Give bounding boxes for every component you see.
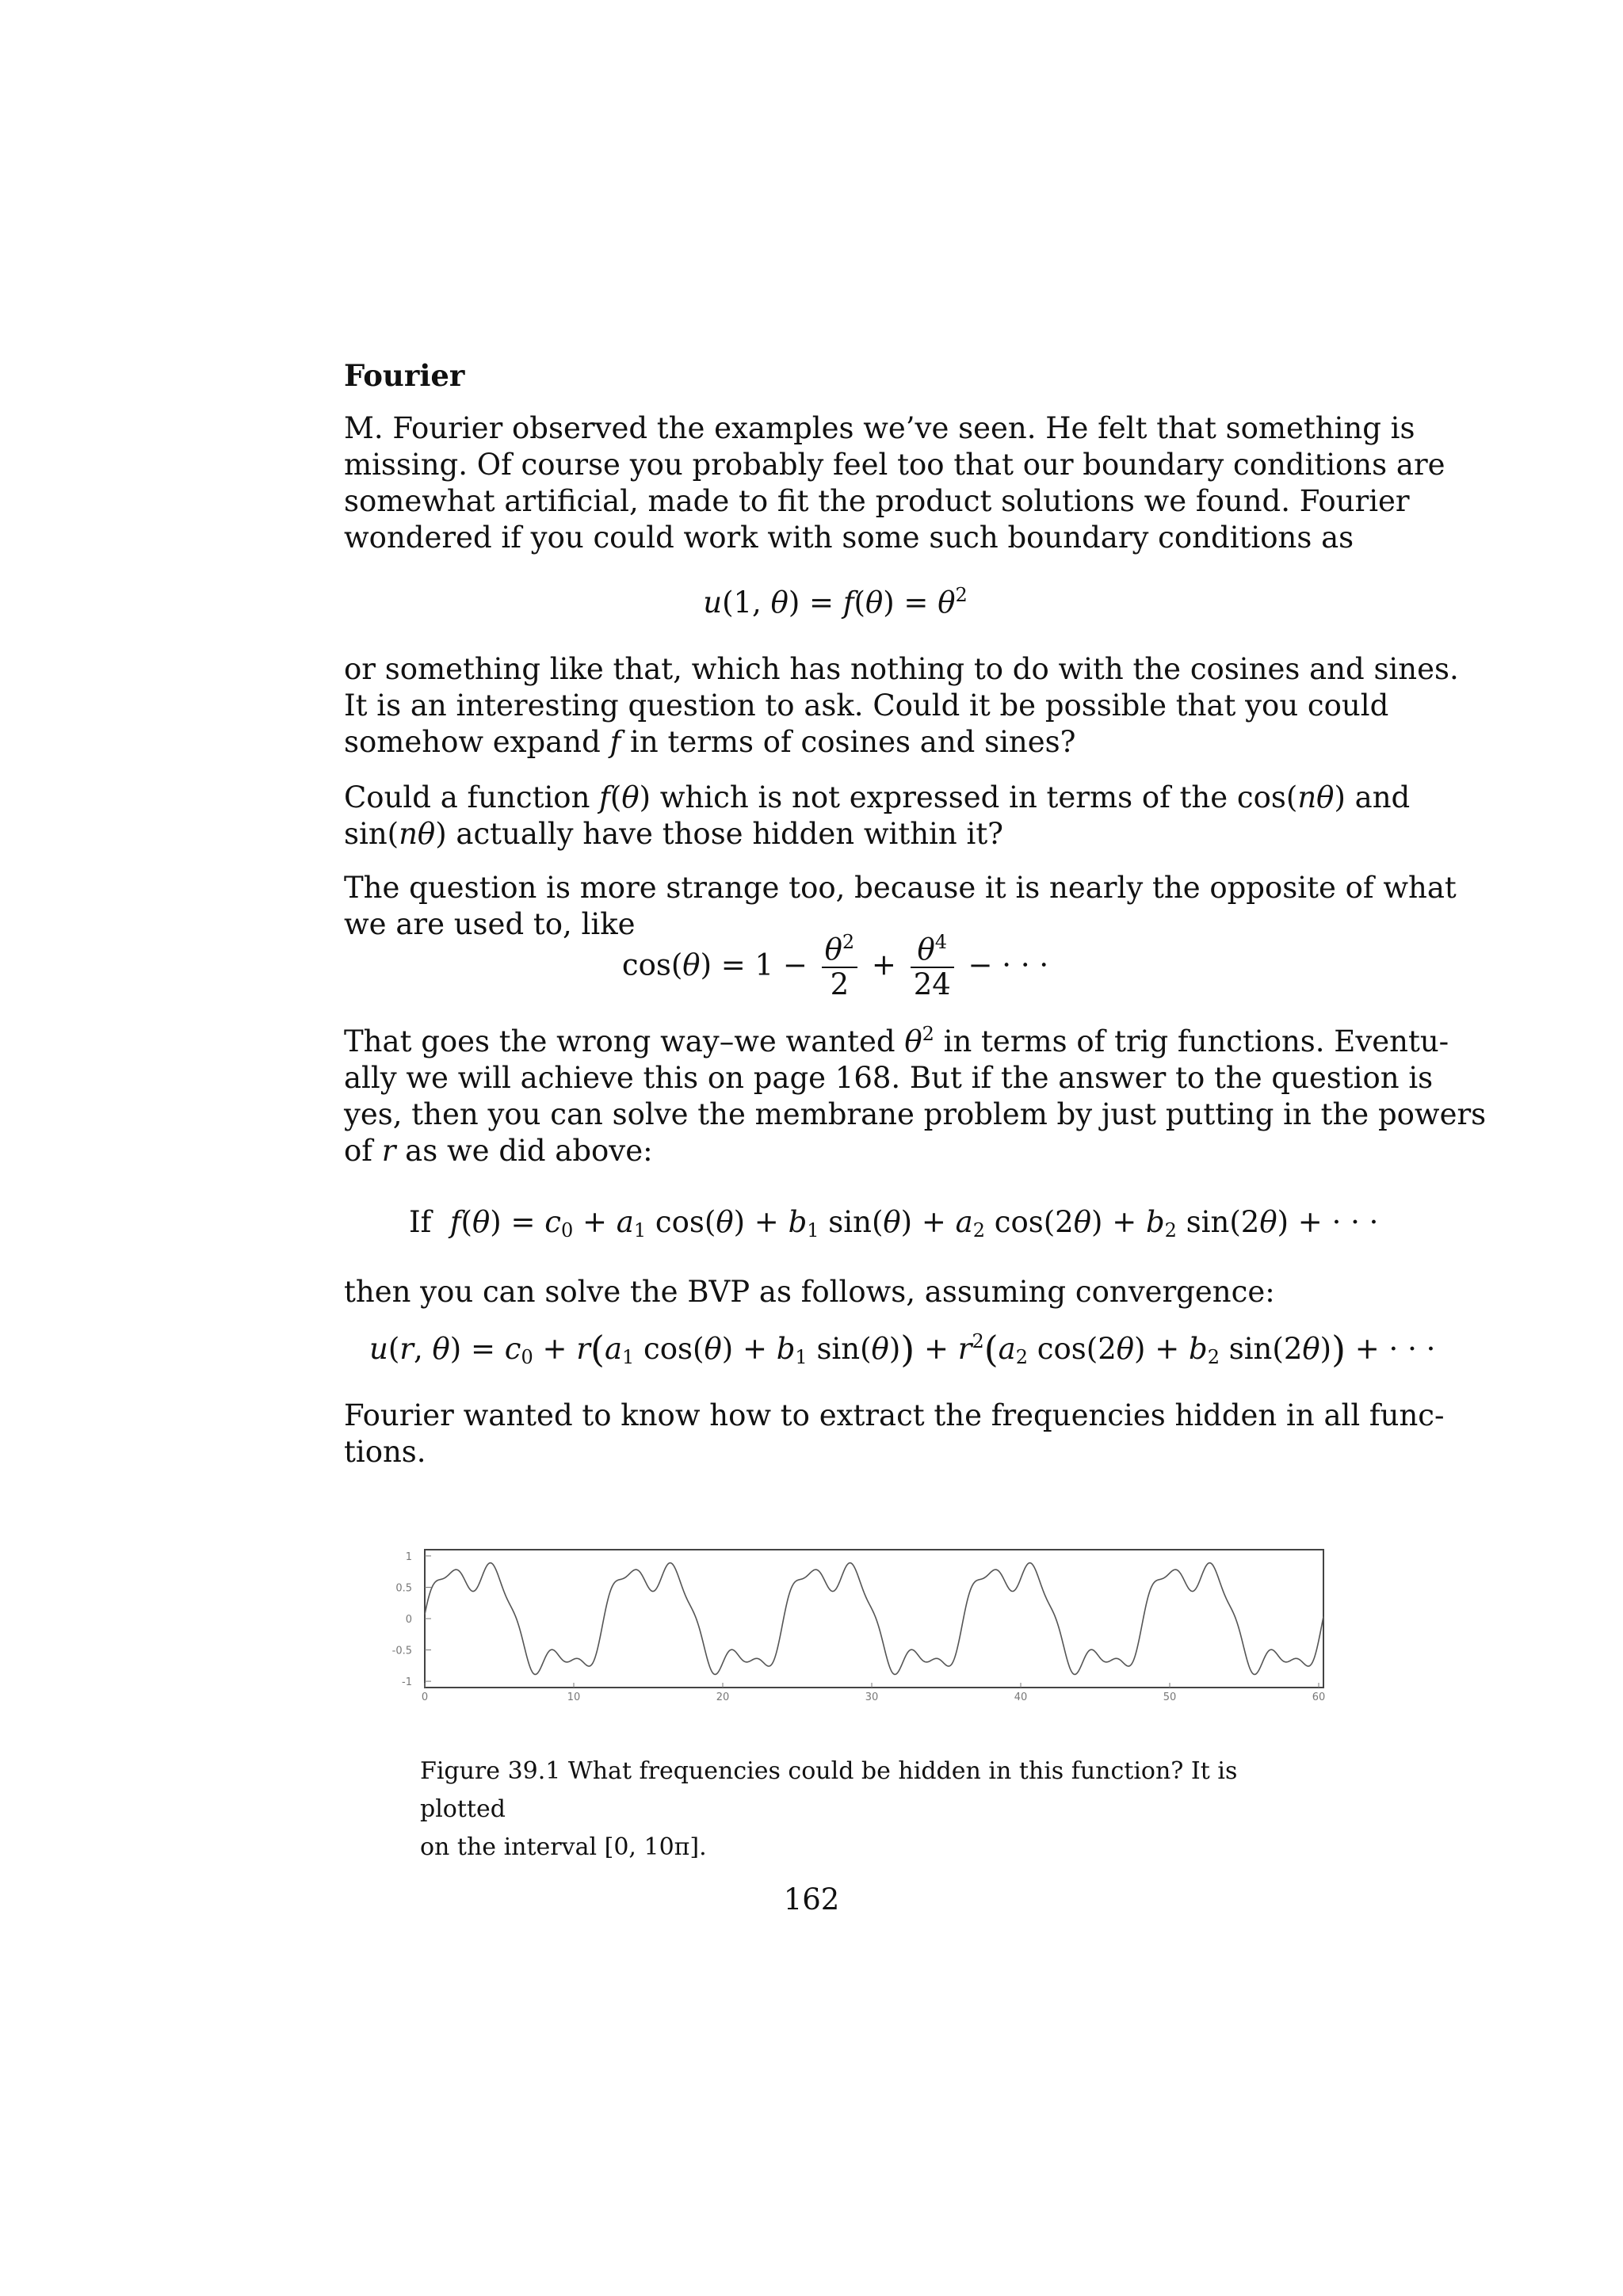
x-tick-label: 30 [865, 1691, 879, 1703]
plot-ticks [392, 1551, 1326, 1703]
figure-caption [420, 1753, 1308, 1867]
y-tick-label: 0.5 [395, 1582, 412, 1595]
text-line: It is an interesting question to ask. Could it be possible that you could [344, 688, 1389, 723]
paragraph-7 [344, 1398, 1445, 1470]
x-tick-label: 0 [421, 1691, 429, 1703]
y-tick-label: 0 [405, 1614, 412, 1626]
plot-lines [425, 1563, 1323, 1675]
text-line: somehow expand f in terms of cosines and sines? [344, 725, 1076, 759]
caption-line: Figure 39.1 What frequencies could be hidden in this function? It is plotted [420, 1757, 1238, 1823]
text-line: sin(nθ) actually have those hidden within it? [344, 817, 1004, 851]
text-line: missing. Of course you probably feel too that our boundary conditions are [344, 448, 1445, 482]
text-line: That goes the wrong way–we wanted $\theta^2$ in terms of trig functions. Eventu- [344, 1023, 1449, 1058]
text-line: we are used to, like [344, 907, 636, 941]
paragraph-1 [344, 410, 1445, 556]
equation-cosine-series: cos(θ) = 1 − $\frac{\theta^2}{2}$ + $\frac{\theta^4}{24}$ − · · · [621, 931, 1049, 1001]
y-tick-label: -0.5 [391, 1645, 412, 1657]
plot-frame [425, 1550, 1323, 1688]
text-line: wondered if you could work with some such boundary conditions as [344, 521, 1354, 555]
text-line: ally we will achieve this on page 168. But if the answer to the question is [344, 1061, 1434, 1095]
page-number: 162 [783, 1882, 840, 1917]
text-line: tions. [344, 1435, 426, 1469]
text-line: Fourier wanted to know how to extract the frequencies hidden in all func- [344, 1398, 1445, 1432]
text-line: The question is more strange too, because it is nearly the opposite of what [344, 871, 1457, 905]
text-line: yes, then you can solve the membrane problem by just putting in the powers [344, 1097, 1487, 1131]
x-tick-label: 50 [1163, 1691, 1177, 1703]
paragraph-5 [344, 1023, 1487, 1169]
text-line: M. Fourier observed the examples we’ve seen. He felt that something is [344, 411, 1415, 445]
equation-bvp-solution: u(r, $\theta) = c_0 + r(a_1$ $\cos(\theta) + b_1$ $\sin(\theta)) + r^2(a_2$ $\cos(2\theta) + b_2$ sin(2θ)) + · · · [369, 1328, 1436, 1371]
y-tick-label: -1 [402, 1676, 412, 1689]
section-title: Fourier [344, 358, 465, 393]
paragraph-2 [344, 651, 1459, 761]
paragraph-3 [344, 780, 1411, 852]
x-tick-label: 60 [1312, 1691, 1326, 1703]
x-tick-label: 40 [1014, 1691, 1028, 1703]
x-tick-label: 10 [567, 1691, 581, 1703]
paragraph-6 [344, 1274, 1327, 1310]
if-label: If [409, 1205, 432, 1239]
text-line: or something like that, which has nothing to do with the cosines and sines. [344, 652, 1459, 686]
equation-boundary-condition: u(1, $\theta) = f(\theta) = \theta^2$ [703, 584, 968, 620]
text-line: Could a function f(θ) which is not expressed in terms of the cos(nθ) and [344, 780, 1411, 814]
x-tick-label: 20 [716, 1691, 730, 1703]
text-line: then you can solve the BVP as follows, assuming convergence: [344, 1275, 1275, 1309]
function-plot [372, 1545, 1331, 1703]
caption-line: on the interval [0, 10π]. [420, 1833, 707, 1861]
plot-border [425, 1550, 1323, 1688]
equation-fourier-expansion: If $f(\theta) = c_0 + a_1$ $\cos(\theta) + b_1$ $\sin(\theta) + a_2$ $\cos(2\theta) + b_2$ sin(2θ) + · · · [409, 1205, 1379, 1241]
y-tick-label: 1 [405, 1550, 412, 1563]
text-line: of r as we did above: [344, 1134, 653, 1168]
series-line [425, 1563, 1323, 1675]
text-line: somewhat artificial, made to fit the product solutions we found. Fourier [344, 484, 1410, 518]
